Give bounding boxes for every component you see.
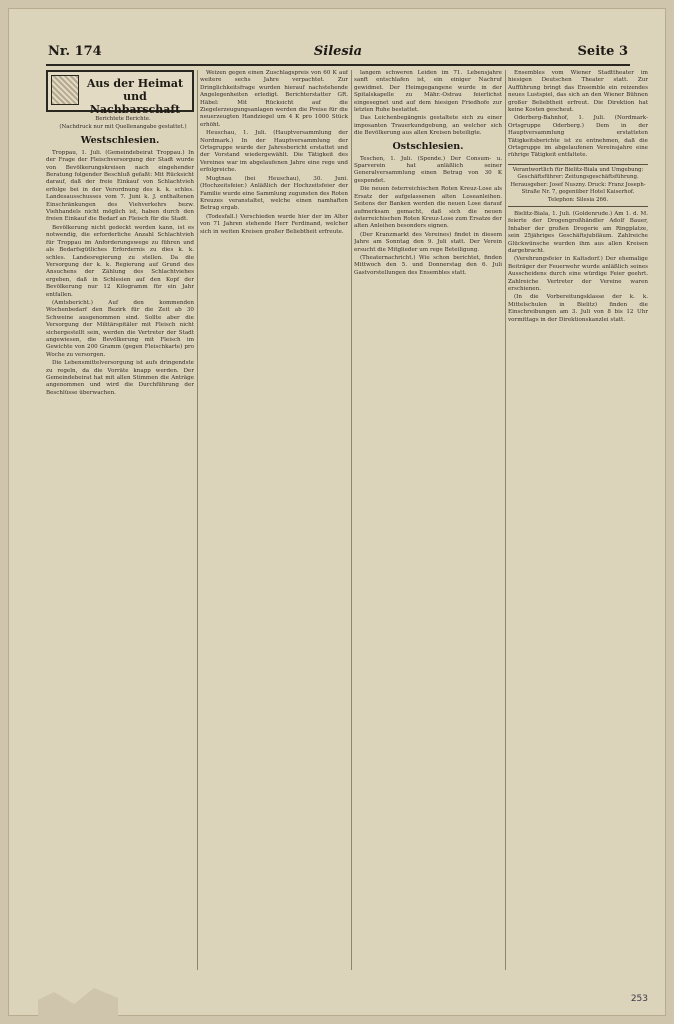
article-paragraph: (Amtsbericht.) Auf den kommenden Wochenbedarf den Bezirk für die Zeit ab 30 Schweine ausgenommen sind. Sollte aber die Versorgung der Militärspitäler mit Fleisch nicht sichergestellt sein, werden die Vertreter der Stadt angewiesen, die Bevölkerung mit Fleisch im Gewichte von 200 Gramm (gegen Fleischkarte) pro Woche zu versorgen. xyxy=(46,299,194,358)
article-paragraph: Heuschau, 1. Juli. (Hauptversammlung der Nordmark.) In der Hauptversammlung der Ortsgruppe wurde der Jahresbericht erstattet und der Vorstand wiedergewählt. Die Tätigkeit des Vereines war im abgelaufenen Jahre eine rege und erfolgreiche. xyxy=(200,130,348,174)
column-divider xyxy=(505,70,506,970)
article-paragraph: (Der Kranzmarkt des Vereines) findet in diesem Jahre am Sonntag den 9. Juli statt. Der Verein ersucht die Mitglieder um rege Beteiligung. xyxy=(354,231,502,253)
article-paragraph: Troppau, 1. Juli. (Gemeindebeirat Troppau.) In der Frage der Fleischversorgung der Stadt wurde von Bevölkerungskreisen nach eingehender Beratung folgender Beschluß gefaßt: Mit Rücksicht darauf, daß der freie Einkauf von Schlachtvieh erfolge bei in der Verordnung des k. k. schles. Landesausschusses vom 7. Juni k. J. enthaltenen Einschränkungen des Viehverkehrs bezw. Viehhandels nicht möglich ist, haben durch den freien Einkauf die Bedarf an Fleisch für die Stadt. xyxy=(46,149,194,223)
article-paragraph: Ensembles vom Wiener Stadttheater im hiesigen Deutschen Theater statt. Zur Aufführung bringt das Ensemble ein reizendes neues Lustspiel, das sich an den Wiener Bühnen großer Beliebtheit erfreut. Die Direktion hat keine Kosten gescheut. xyxy=(508,70,648,114)
reprint-note: (Nachdruck nur mit Quellenangabe gestattet.) xyxy=(59,124,187,131)
column-1 xyxy=(46,70,194,970)
newspaper-title: Silesia xyxy=(313,44,363,59)
masthead-note: Berichtete Berichte. xyxy=(95,116,151,122)
header-rule xyxy=(46,64,630,66)
masthead-title: Aus der Heimat und Nachbarschaft xyxy=(86,77,184,116)
archive-page-number: 253 xyxy=(630,994,648,1004)
section-heading: Ostschlesien. xyxy=(392,140,464,152)
issue-number: Nr. 174 xyxy=(48,44,102,59)
column-4 xyxy=(508,70,648,970)
article-paragraph: (Theaternachricht.) Wie schon berichtet, finden Mittwoch den 5. und Donnerstag den 6. Juli Gastvorstellungen des Ensembles statt. xyxy=(354,254,502,276)
column-divider xyxy=(351,70,352,970)
article-paragraph: Die neuen österreichischen Roten Kreuz-Lose als Ersatz der aufgelassenen alten Loseanleihen. Seitens der Banken werden die neuen Lose darauf aufmerksam gemacht, daß sich die neuen österreichischen Roten Kreuz-Lose zum Ersatze der alten Anleihen besonders eignen. xyxy=(354,186,502,230)
article-paragraph: Teschen, 1. Juli. (Spende.) Der Consum- u. Sparverein hat anläßlich seiner Generalversammlung einen Betrag von 30 K gespendet. xyxy=(354,155,502,184)
column-2 xyxy=(200,70,348,970)
article-paragraph: Das Leichenbegängnis gestaltete sich zu einer imposanten Trauerkundgebung, an welcher sich die Bevölkerung aus allen Kreisen beteiligte. xyxy=(354,115,502,137)
article-paragraph: langem schweren Leiden im 71. Lebensjahre sanft entschlafen ist, ein einiger Nachruf gewidmet. Der Heimgegangene wurde in der Spitalskapelle zu Mähr.-Ostrau feierlichst eingesegnet und auf dem hiesigen Friedhofe zur letzten Ruhe bestattet. xyxy=(354,70,502,114)
running-header xyxy=(48,44,628,62)
article-paragraph: Mugtnau (bei Heuschau), 30. Juni. (Hochzeitsfeier.) Anläßlich der Hochzeitsfeier der Familie wurde eine Sammlung zugunsten des Roten Kreuzes veranstaltet, welche einen namhaften Betrag ergab. xyxy=(200,175,348,212)
column-3 xyxy=(354,70,502,970)
newspaper-page xyxy=(8,8,666,1016)
article-paragraph: Weizen gegen einen Zuschlagspreis von 60 K auf weitere sechs Jahre verpachtet. Zur Dringlichkeitsfrage wurden hierauf nachstehende Angelegenheiten erledigt. Berichterstatter GR. Häbel: Mit Rücksicht auf die Ziegelerzeugungsanlagen werden die Preise für die neuerzeugten Handziegel um 4 K pro 1000 Stück erhöht. xyxy=(200,70,348,128)
torn-corner xyxy=(38,976,118,1016)
article-paragraph: Oderberg-Bahnhof, 1. Juli. (Nordmark-Ortsgruppe Oderberg.) Dem in der Hauptversammlung erstatteten Tätigkeitsberichte ist zu entnehmen, daß die Ortsgruppe im abgelaufenen Vereinsjahre eine rührige Tätigkeit entfaltete. xyxy=(508,115,648,159)
section-masthead xyxy=(46,70,194,116)
article-paragraph: (In die Vorbereitungsklasse der k. k. Mittelschulen in Bielitz) finden die Einschreibungen am 3. Juli von 8 bis 12 Uhr vormittags in der Direktionskanzlei statt. xyxy=(508,294,648,323)
imprint-box: Verantwortlich für Bielitz-Biala und Umgebung: Geschäftsführer: Zeitungsgeschäftsführung. Herausgeber: Josef Nuszny. Druck: Franz Joseph-Straße Nr. 7, gegenüber Hotel Kaiserhof. Telephon: Silesia 266. xyxy=(508,164,648,207)
article-paragraph: (Todesfall.) Verschieden wurde hier der im Alter von 71 Jahren stehende Herr Ferdinand, welcher sich in weiten Kreisen großer Beliebtheit erfreute. xyxy=(200,213,348,235)
column-divider xyxy=(197,70,198,970)
coat-of-arms-icon xyxy=(51,75,79,105)
article-paragraph: Bevölkerung nicht gedeckt werden kann, ist es notwendig, die erforderliche Anzahl Schlachtvieh für Troppau im Anforderungswege zu führen und als Bedarfsgütliches Erfordernis zu dies k. k. schles. Landesregierung zu stellen. Da die Versorgung der k. k. Regierung auf Grund des Ansuchens der Zählung des Schlachtviehes ergeben, daß in Schlesien auf den Kopf der Bevölkerung nur 12 Kilogramm für ein Jahr entfallen. xyxy=(46,224,194,298)
article-paragraph: Die Lebensmittelversorgung ist aufs dringendste zu regeln, da die Vorräte knapp werden. Der Gemeindebeirat hat mit allen Stimmen die Anträge angenommen und wird die Durchführung der Beschlüsse überwachen. xyxy=(46,360,194,396)
article-paragraph: Bielitz-Biala, 1. Juli. (Goldenrude.) Am 1. d. M. feierte der Drogengroßhändler Adolf Bauer, Inhaber der großen Drogerie am Ringplatze, sein 25jähriges Geschäftsjubiläum. Zahlreiche Glückwünsche wurden ihm aus allen Kreisen dargebracht. xyxy=(508,210,648,254)
article-paragraph: (Verehrungsfeier in Kaltsdorf.) Der ehemalige Beiträger der Feuerwehr wurde anläßlich seines Ausscheidens durch eine würdige Feier geehrt. Zahlreiche Vertreter der Vereine waren erschienen. xyxy=(508,256,648,292)
section-heading: Westschlesien. xyxy=(80,134,160,146)
page-label: Seite 3 xyxy=(577,44,628,59)
